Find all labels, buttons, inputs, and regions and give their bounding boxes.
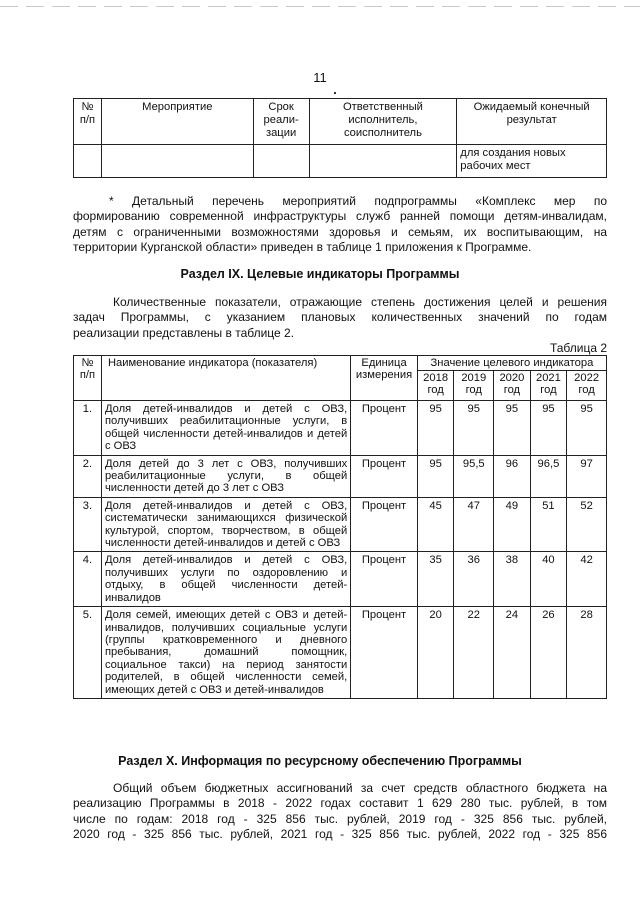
table-row: [74, 497, 607, 552]
header-year: 2022 год: [567, 371, 607, 401]
row-value-2018: 95: [417, 455, 454, 497]
table-2-caption: Таблица 2: [549, 341, 607, 355]
paragraph-line: реализацию Программы в 2018 - 2022 годах составит 1 629 280 тыс. рублей, в том: [73, 796, 607, 811]
section-10-title: Раздел X. Информация по ресурсному обеспечению Программы: [118, 754, 522, 768]
row-value-2018: 20: [417, 607, 454, 699]
header-period: Срок реали-зации: [253, 99, 309, 145]
row-value-2020: 95: [494, 401, 531, 456]
paragraph-line: Общий объем бюджетных ассигнований за счет средств областного бюджета на: [113, 781, 607, 795]
row-indicator: Доля семей, имеющих детей с ОВЗ и детей-инвалидов, получивших социальные услуги (группы кратковременного и дневного пребывания, домашний помощник, социальное такси) на период занятости родителей, в общей численности семей, имеющих детей с ОВЗ и детей-инвалидов: [101, 607, 350, 699]
row-value-2021: 40: [530, 552, 567, 607]
header-year: 2020 год: [494, 371, 531, 401]
row-indicator: Доля детей-инвалидов и детей с ОВЗ, получивших услуги по оздоровлению и отдыху, в общей численности детей-инвалидов: [101, 552, 350, 607]
row-value-2020: 49: [494, 497, 531, 552]
row-indicator: Доля детей-инвалидов и детей с ОВЗ, получивших реабилитационные услуги, в общей численности детей-инвалидов и детей с ОВЗ: [101, 401, 350, 456]
row-num: 5.: [74, 607, 102, 699]
row-unit: Процент: [351, 497, 418, 552]
row-value-2022: 97: [567, 455, 607, 497]
cell-num: [74, 145, 102, 178]
footnote-line: детям с ограниченными возможностями здоровья и семьям, их воспитывающим, на: [73, 224, 607, 239]
row-num: 4.: [74, 552, 102, 607]
row-value-2019: 95,5: [454, 455, 494, 497]
row-value-2020: 96: [494, 455, 531, 497]
paragraph-line: реализации представлены в таблице 2.: [73, 325, 295, 340]
row-unit: Процент: [351, 455, 418, 497]
paragraph-line: Количественные показатели, отражающие степень достижения целей и решения: [113, 295, 607, 309]
row-value-2019: 36: [454, 552, 494, 607]
row-value-2018: 35: [417, 552, 454, 607]
header-year: 2021 год: [530, 371, 567, 401]
scan-top-edge: [0, 6, 640, 7]
row-value-2022: 52: [567, 497, 607, 552]
row-unit: Процент: [351, 401, 418, 456]
section-10-paragraph: [73, 781, 607, 843]
row-value-2019: 95: [454, 401, 494, 456]
header-num: № п/п: [74, 99, 102, 145]
page-number: 11: [313, 70, 327, 85]
cell-result: для создания новых рабочих мест: [457, 145, 607, 178]
row-value-2018: 45: [417, 497, 454, 552]
header-unit: Единица измерения: [351, 356, 418, 401]
activities-table-continuation: [73, 98, 607, 178]
header-year: 2018 год: [417, 371, 454, 401]
header-num: № п/п: [74, 356, 102, 401]
row-indicator: Доля детей до 3 лет с ОВЗ, получивших реабилитационные услуги, в общей численности детей до 3 лет с ОВЗ: [101, 455, 350, 497]
row-value-2021: 96,5: [530, 455, 567, 497]
table-row: [74, 607, 607, 699]
paragraph-line: 2020 год - 325 856 тыс. рублей, 2021 год - 325 856 тыс. рублей, 2022 год - 325 856: [73, 827, 607, 842]
footnote-line: формированию современной инфраструктуры служб ранней помощи детям-инвалидам,: [73, 209, 607, 224]
paragraph-line: числе по годам: 2018 год - 325 856 тыс. рублей, 2019 год - 325 856 тыс. рублей,: [73, 811, 607, 826]
cell-executor: [309, 145, 457, 178]
header-result: Ожидаемый конечный результат: [457, 99, 607, 145]
cell-activity: [101, 145, 253, 178]
table-row: [74, 552, 607, 607]
header-indicator: Наименование индикатора (показателя): [101, 356, 350, 401]
footnote-line: территории Курганской области» приведен в таблице 1 приложения к Программе.: [73, 240, 532, 255]
row-value-2022: 42: [567, 552, 607, 607]
row-value-2021: 26: [530, 607, 567, 699]
row-value-2020: 38: [494, 552, 531, 607]
target-indicators-table: [73, 355, 607, 699]
row-num: 1.: [74, 401, 102, 456]
header-year: 2019 год: [454, 371, 494, 401]
table-row: [74, 401, 607, 456]
table-row: [74, 145, 607, 178]
paragraph-line: задач Программы, с указанием плановых количественных значений по годам: [73, 310, 607, 325]
row-unit: Процент: [351, 607, 418, 699]
footnote: [73, 194, 607, 256]
row-value-2019: 22: [454, 607, 494, 699]
row-num: 3.: [74, 497, 102, 552]
row-value-2022: 95: [567, 401, 607, 456]
header-activity: Мероприятие: [101, 99, 253, 145]
row-value-2019: 47: [454, 497, 494, 552]
header-executor: Ответственный исполнитель, соисполнитель: [309, 99, 457, 145]
header-values: Значение целевого индикатора: [417, 356, 606, 371]
row-unit: Процент: [351, 552, 418, 607]
row-value-2022: 28: [567, 607, 607, 699]
table-header-row: [74, 356, 607, 371]
section-9-title: Раздел IX. Целевые индикаторы Программы: [180, 267, 460, 281]
row-indicator: Доля детей-инвалидов и детей с ОВЗ, систематически занимающихся физической культурой, спортом, творчеством, в общей численности детей-инвалидов и детей с ОВЗ: [101, 497, 350, 552]
footnote-line: * Детальный перечень мероприятий подпрограммы «Комплекс мер по: [109, 194, 607, 208]
row-num: 2.: [74, 455, 102, 497]
row-value-2018: 95: [417, 401, 454, 456]
cell-period: [253, 145, 309, 178]
row-value-2021: 51: [530, 497, 567, 552]
table-header-row: [74, 99, 607, 145]
row-value-2020: 24: [494, 607, 531, 699]
scan-speck: [334, 92, 336, 94]
table-row: [74, 455, 607, 497]
section-9-paragraph: [73, 295, 607, 341]
row-value-2021: 95: [530, 401, 567, 456]
